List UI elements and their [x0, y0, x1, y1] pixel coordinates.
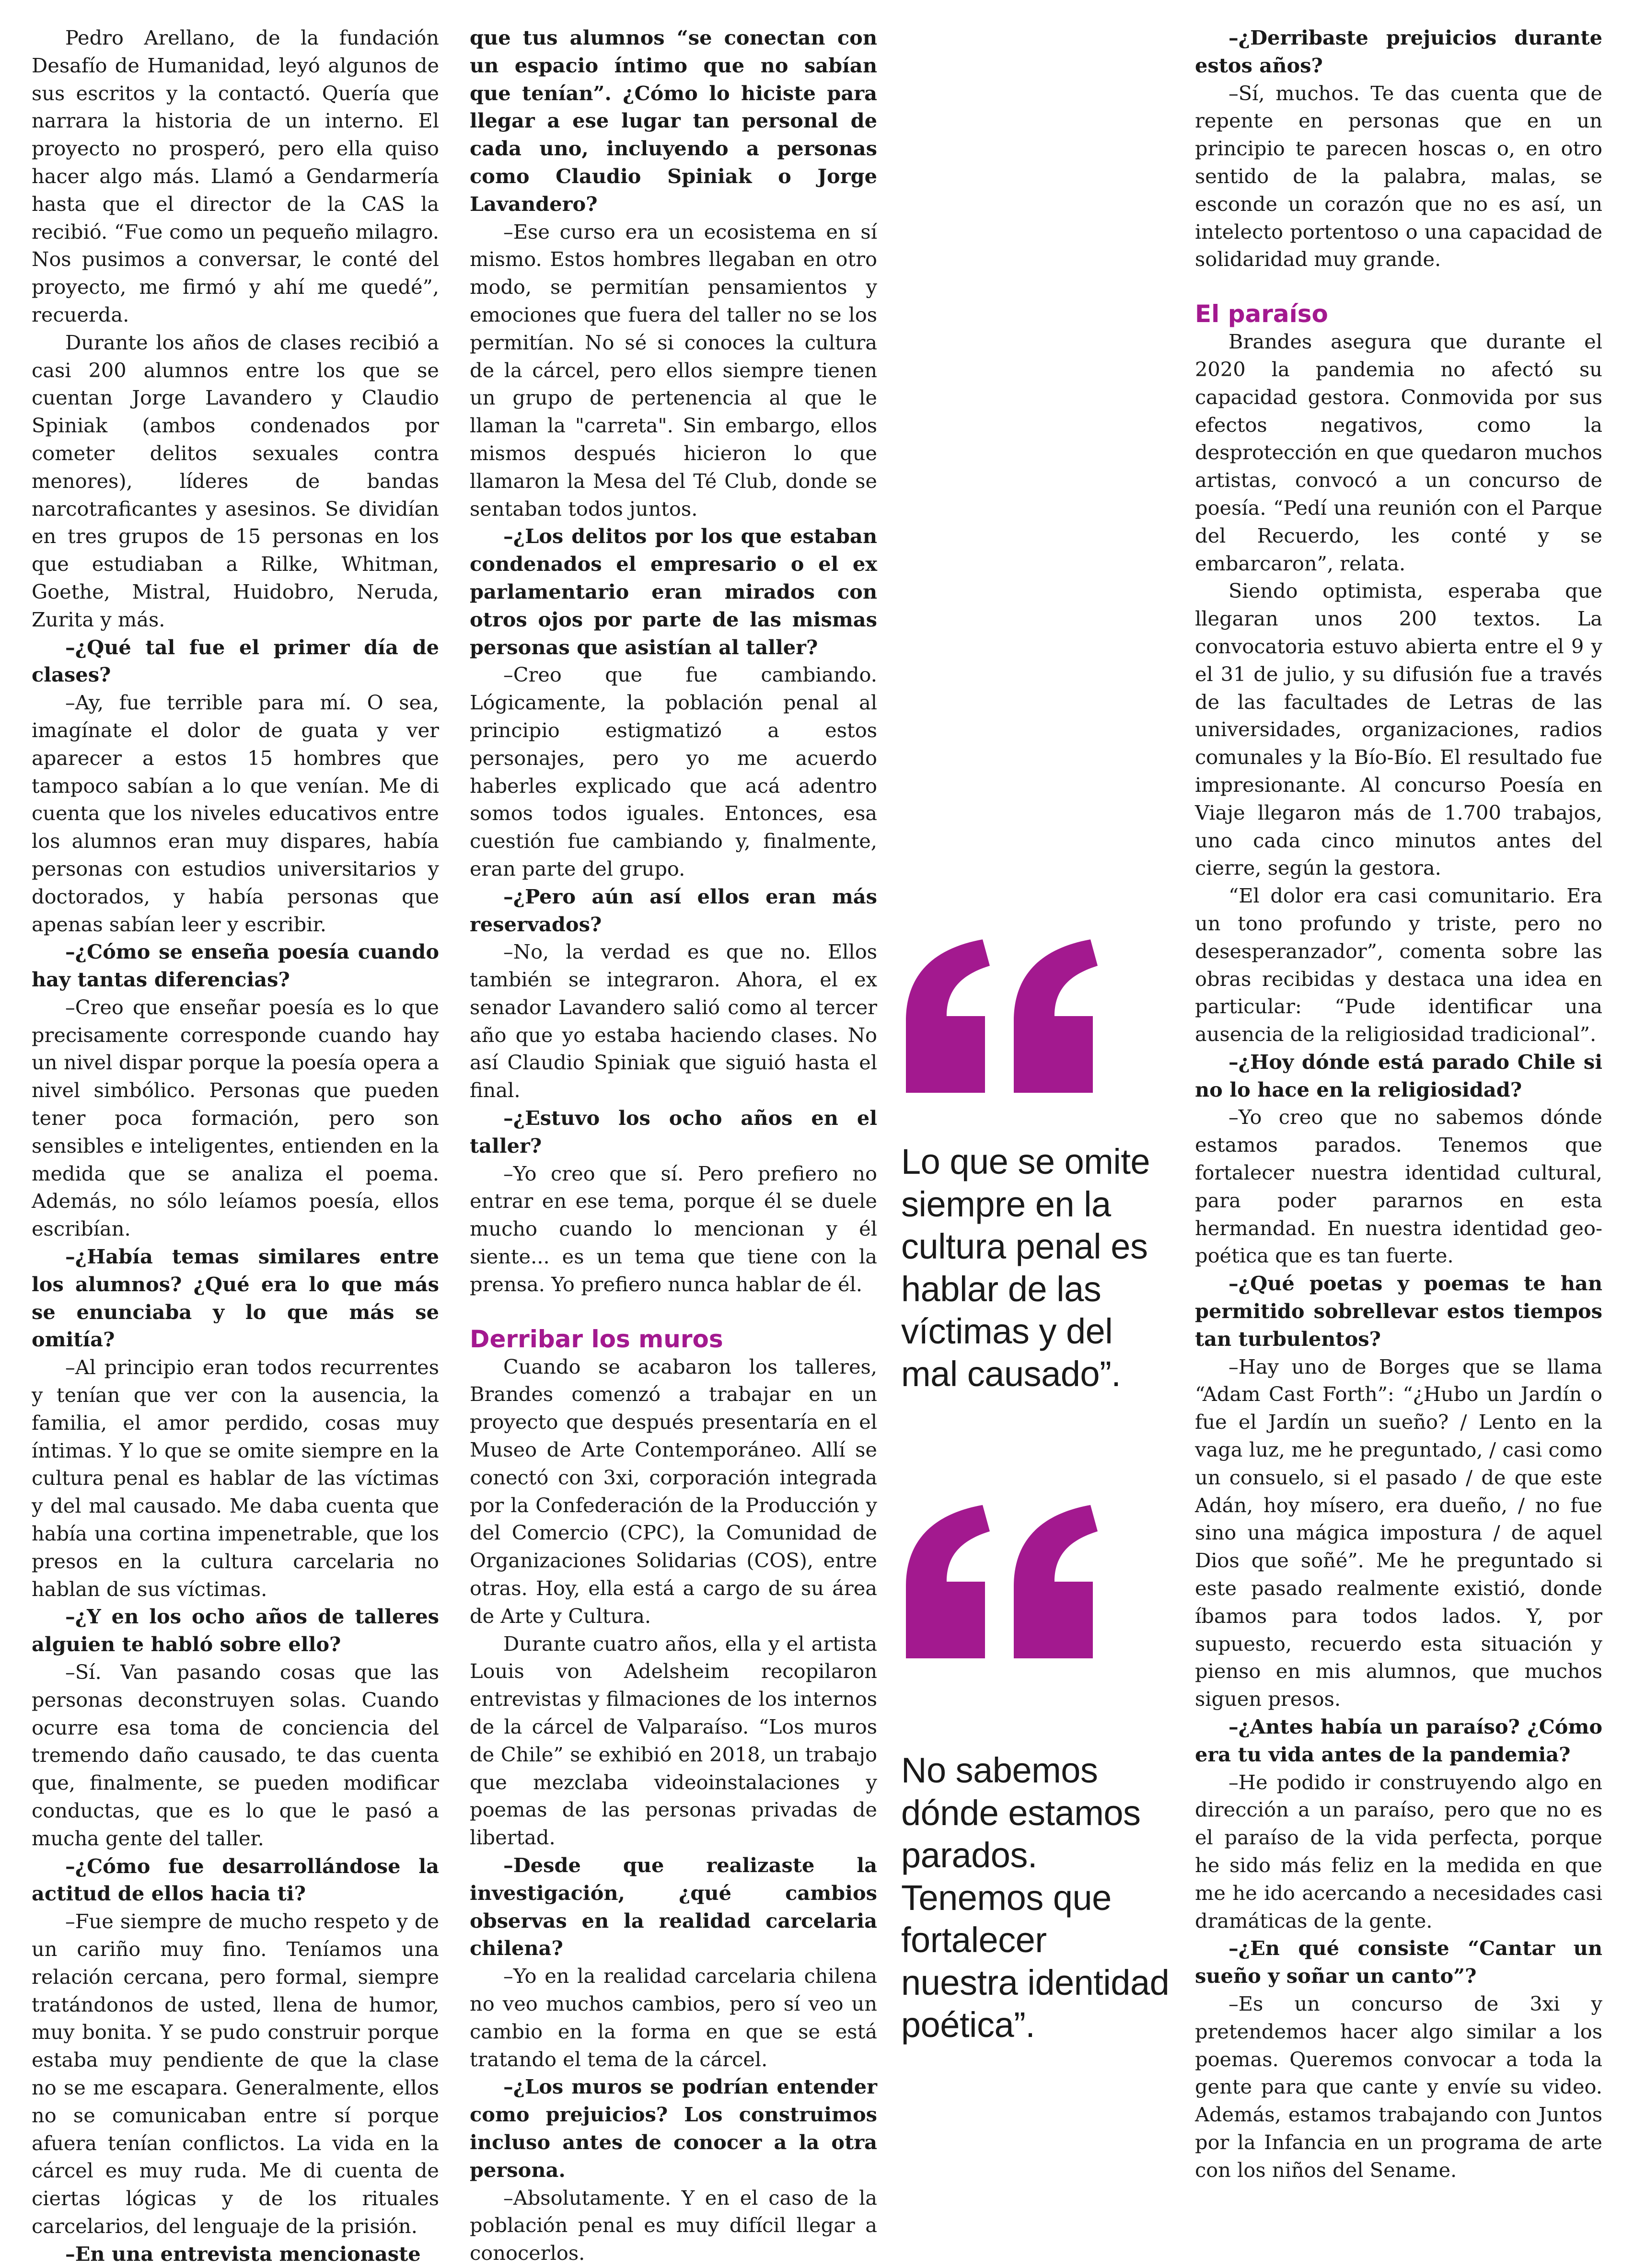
body-paragraph: –Al principio eran todos recurrentes y tenían que ver con la ausencia, la familia, el amor perdido, cosas muy íntimas. Y lo que se omite siempre en la cultura penal es hablar de las víctimas y del mal causado. Me daba cuenta que había una cortina impenetrable, que los presos en la cultura carcelaria no hablan de sus víctimas. [32, 1355, 439, 1601]
body-paragraph: –Ese curso era un ecosistema en sí mismo. Estos hombres llegaban en otro modo, se permitían pensamientos y emociones que fuera del taller no se los permitían. No sé si conoces la cultura de la cárcel, pero ellos siempre tienen un grupo de pertenencia al que le llaman la "carreta". Sin embargo, ellos mismos después hicieron lo que llamaron la Mesa del Té Club, donde se sentaban todos juntos. [470, 220, 877, 521]
pullquote-1 [901, 939, 1170, 1395]
pullquote-text: Lo que se omite siempre en la cultura penal es hablar de las víctimas y del mal causado”. [901, 1142, 1150, 1394]
interview-question: –En una entrevista mencionaste [65, 2242, 421, 2266]
interview-question: –¿Estuvo los ocho años en el taller? [470, 1106, 877, 1157]
body-paragraph: –Yo creo que sí. Pero prefiero no entrar en ese tema, porque él se duele mucho cuando lo mencionan y él siente... es un tema que tiene con la prensa. Yo prefiero nunca hablar de él. [470, 1161, 877, 1296]
interview-question: –¿Los muros se podrían entender como prejuicios? Los construimos incluso antes de conocer a la otra persona. [470, 2075, 877, 2182]
body-paragraph: –No, la verdad es que no. Ellos también se integraron. Ahora, el ex senador Lavandero salió como al tercer año que yo estaba haciendo clases. No así Claudio Spiniak que siguió hasta el final. [470, 940, 877, 1102]
pullquote-2 [901, 1505, 1170, 2047]
body-paragraph: –Yo creo que no sabemos dónde estamos parados. Tenemos que fortalecer nuestra identidad cultural, para poder pararnos en esta hermandad. En nuestra identidad geo-poética que es tan fuerte. [1195, 1105, 1602, 1268]
body-paragraph: –Creo que fue cambiando. Lógicamente, la población penal al principio estigmatizó a estos personajes, pero yo me acuerdo haberles explicado que acá adentro somos todos iguales. Entonces, esa cuestión fue cambiando y, finalmente, eran parte del grupo. [470, 663, 877, 880]
interview-question: –¿Pero aún así ellos eran más reservados? [470, 884, 877, 936]
body-paragraph: –Es un concurso de 3xi y pretendemos hacer algo similar a los poemas. Queremos convocar a toda la gente para que cante y envíe su video. Además, estamos trabajando con Juntos por la Infancia en un programa de arte con los niños del Sename. [1195, 1991, 1602, 2182]
body-paragraph: Siendo optimista, esperaba que llegaran unos 200 textos. La convocatoria estuvo abierta entre el 9 y el 31 de julio, y su difusión fue a través de las facultades de Letras de las universidades, organizaciones, radios comunales y la Bío-Bío. El resultado fue impresionante. Al concurso Poesía en Viaje llegaron más de 1.700 trabajos, uno cada cinco minutos antes del cierre, según la gestora. [1195, 579, 1602, 880]
body-paragraph: –Hay uno de Borges que se llama “Adam Cast Forth”: “¿Hubo un Jardín o fue el Jardín un sueño? / Lento en la vaga luz, me he preguntado, / casi como un consuelo, si el pasado / de que este Adán, hoy mísero, era dueño, / no fue sino una mágica impostura / de aquel Dios que soñé”. Me he preguntado si este pasado realmente existió, donde íbamos para todos lados. Y, por supuesto, recuerdo esta situación y pienso en mis alumnos, que muchos siguen presos. [1195, 1354, 1602, 1711]
body-paragraph: Pedro Arellano, de la fundación Desafío de Humanidad, leyó algunos de sus escritos y la contactó. Quería que narrara la historia de un interno. El proyecto no prosperó, pero ella quiso hacer algo más. Llamó a Gendarmería hasta que el director de la CAS la recibió. “Fue como un pequeño milagro. Nos pusimos a conversar, le conté del proyecto, me firmó y ahí me quedé”, recuerda. [32, 26, 439, 326]
body-paragraph: –Sí, muchos. Te das cuenta que de repente en personas que en un principio te parecen hoscas o, en otro sentido de la palabra, malas, se esconde un corazón que no es así, un intelecto portentoso o una capacidad de solidaridad muy grande. [1195, 81, 1602, 271]
quote-mark-icon [901, 939, 1102, 1098]
interview-question: –¿Derribaste prejuicios durante estos años? [1195, 26, 1602, 77]
body-paragraph: “El dolor era casi comunitario. Era un tono profundo y triste, pero no desesperanzador”, comenta sobre las obras recibidas y destaca una idea en particular: “Pude identificar una ausencia de la religiosidad tradicional”. [1195, 884, 1602, 1046]
interview-question: –¿Los delitos por los que estaban condenados el empresario o el ex parlamentario eran mirados con otros ojos por parte de las mismas personas que asistían al taller? [470, 524, 877, 659]
interview-question: que tus alumnos “se conectan con un espacio íntimo que no sabían que tenían”. ¿Cómo lo hiciste para llegar a ese lugar tan personal de cada uno, incluyendo a personas como Claudio Spiniak o Jorge Lavandero? [470, 26, 877, 216]
interview-question: –¿Qué tal fue el primer día de clases? [32, 635, 439, 687]
section-heading: El paraíso [1195, 300, 1328, 328]
body-paragraph: Durante cuatro años, ella y el artista Louis von Adelsheim recopilaron entrevistas y filmaciones de los internos de la cárcel de Valparaíso. “Los muros de Chile” se exhibió en 2018, un trabajo que mezclaba videoinstalaciones y poemas de las personas privadas de libertad. [470, 1632, 877, 1850]
body-paragraph: –He podido ir construyendo algo en dirección a un paraíso, pero que no es el paraíso de la vida perfecta, porque he sido más feliz en la medida en que me he ido acercando a necesidades casi dramáticas de la gente. [1195, 1770, 1602, 1932]
column-3 [1195, 24, 1602, 2184]
body-paragraph: –Sí. Van pasando cosas que las personas deconstruyen solas. Cuando ocurre esa toma de conciencia del tremendo daño causado, te das cuenta que, finalmente, se pueden modificar conductas, que es lo que le pasó a mucha gente del taller. [32, 1660, 439, 1850]
body-paragraph: –Creo que enseñar poesía es lo que precisamente corresponde cuando hay un nivel dispar porque la poesía opera a nivel simbólico. Personas que pueden tener poca formación, pero son sensibles e inteligentes, entienden en la medida que se analiza el poema. Además, no sólo leíamos poesía, ellos escribían. [32, 995, 439, 1241]
interview-question: –¿Había temas similares entre los alumnos? ¿Qué era lo que más se enunciaba y lo que más se omitía? [32, 1245, 439, 1352]
column-1 [32, 24, 439, 2268]
interview-question: –¿Cómo se enseña poesía cuando hay tantas diferencias? [32, 940, 439, 992]
body-paragraph: Cuando se acabaron los talleres, Brandes comenzó a trabajar en un proyecto que después presentaría en el Museo de Arte Contemporáneo. Allí se conectó con 3xi, corporación integrada por la Confederación de la Producción y del Comercio (CPC), la Comunidad de Organizaciones Solidarias (COS), entre otras. Hoy, ella está a cargo de su área de Arte y Cultura. [470, 1354, 877, 1628]
interview-question: –¿En qué consiste “Cantar un sueño y soñar un canto”? [1195, 1936, 1602, 1988]
body-paragraph: –Yo en la realidad carcelaria chilena no veo muchos cambios, pero sí veo un cambio en la forma en que se está tratando el tema de la cárcel. [470, 1964, 877, 2071]
body-paragraph: –Ay, fue terrible para mí. O sea, imagínate el dolor de guata y ver aparecer a estos 15 hombres que tampoco sabían a lo que venían. Me di cuenta que los niveles educativos entre los alumnos eran muy dispares, había personas con estudios universitarios y doctorados, y había personas que apenas sabían leer y escribir. [32, 691, 439, 936]
pullquote-text: No sabemos dónde estamos parados. Tenemos que fortalecer nuestra identidad poética”. [901, 1750, 1170, 2045]
section-heading: Derribar los muros [470, 1325, 723, 1353]
column-2 [470, 24, 877, 2267]
interview-question: –¿Cómo fue desarrollándose la actitud de ellos hacia ti? [32, 1854, 439, 1906]
quote-mark-icon [901, 1505, 1102, 1663]
body-paragraph: Brandes asegura que durante el 2020 la pandemia no afectó su capacidad gestora. Conmovida por sus efectos negativos, como la desprotección en que quedaron muchos artistas, convocó a un concurso de poesía. “Pedí una reunión con el Parque del Recuerdo, les conté y se embarcaron”, relata. [1195, 330, 1602, 575]
interview-question: –¿Hoy dónde está parado Chile si no lo hace en la religiosidad? [1195, 1050, 1602, 1101]
body-paragraph: –Fue siempre de mucho respeto y de un cariño muy fino. Teníamos una relación cercana, pero formal, siempre tratándonos de usted, llena de humor, muy bonita. Y se pudo construir porque estaba muy pendiente de que la clase no se me escapara. Generalmente, ellos no se comunicaban entre sí porque afuera tenían conflictos. La vida en la cárcel es muy ruda. Me di cuenta de ciertas lógicas y de los rituales carcelarios, del lenguaje de la prisión. [32, 1909, 439, 2238]
interview-question: –Desde que realizaste la investigación, ¿qué cambios observas en la realidad carcelaria chilena? [470, 1853, 877, 1960]
body-paragraph: –Absolutamente. Y en el caso de la población penal es muy difícil llegar a conocerlos. [470, 2186, 877, 2265]
body-paragraph: Durante los años de clases recibió a casi 200 alumnos entre los que se cuentan Jorge Lavandero y Claudio Spiniak (ambos condenados por cometer delitos sexuales contra menores), líderes de bandas narcotraficantes y asesinos. Se dividían en tres grupos de 15 personas en los que estudiaban a Rilke, Whitman, Goethe, Mistral, Huidobro, Neruda, Zurita y más. [32, 330, 439, 631]
interview-question: –¿Qué poetas y poemas te han permitido sobrellevar estos tiempos tan turbulentos? [1195, 1272, 1602, 1351]
interview-question: –¿Y en los ocho años de talleres alguien te habló sobre ello? [32, 1605, 439, 1656]
interview-question: –¿Antes había un paraíso? ¿Cómo era tu vida antes de la pandemia? [1195, 1715, 1602, 1766]
